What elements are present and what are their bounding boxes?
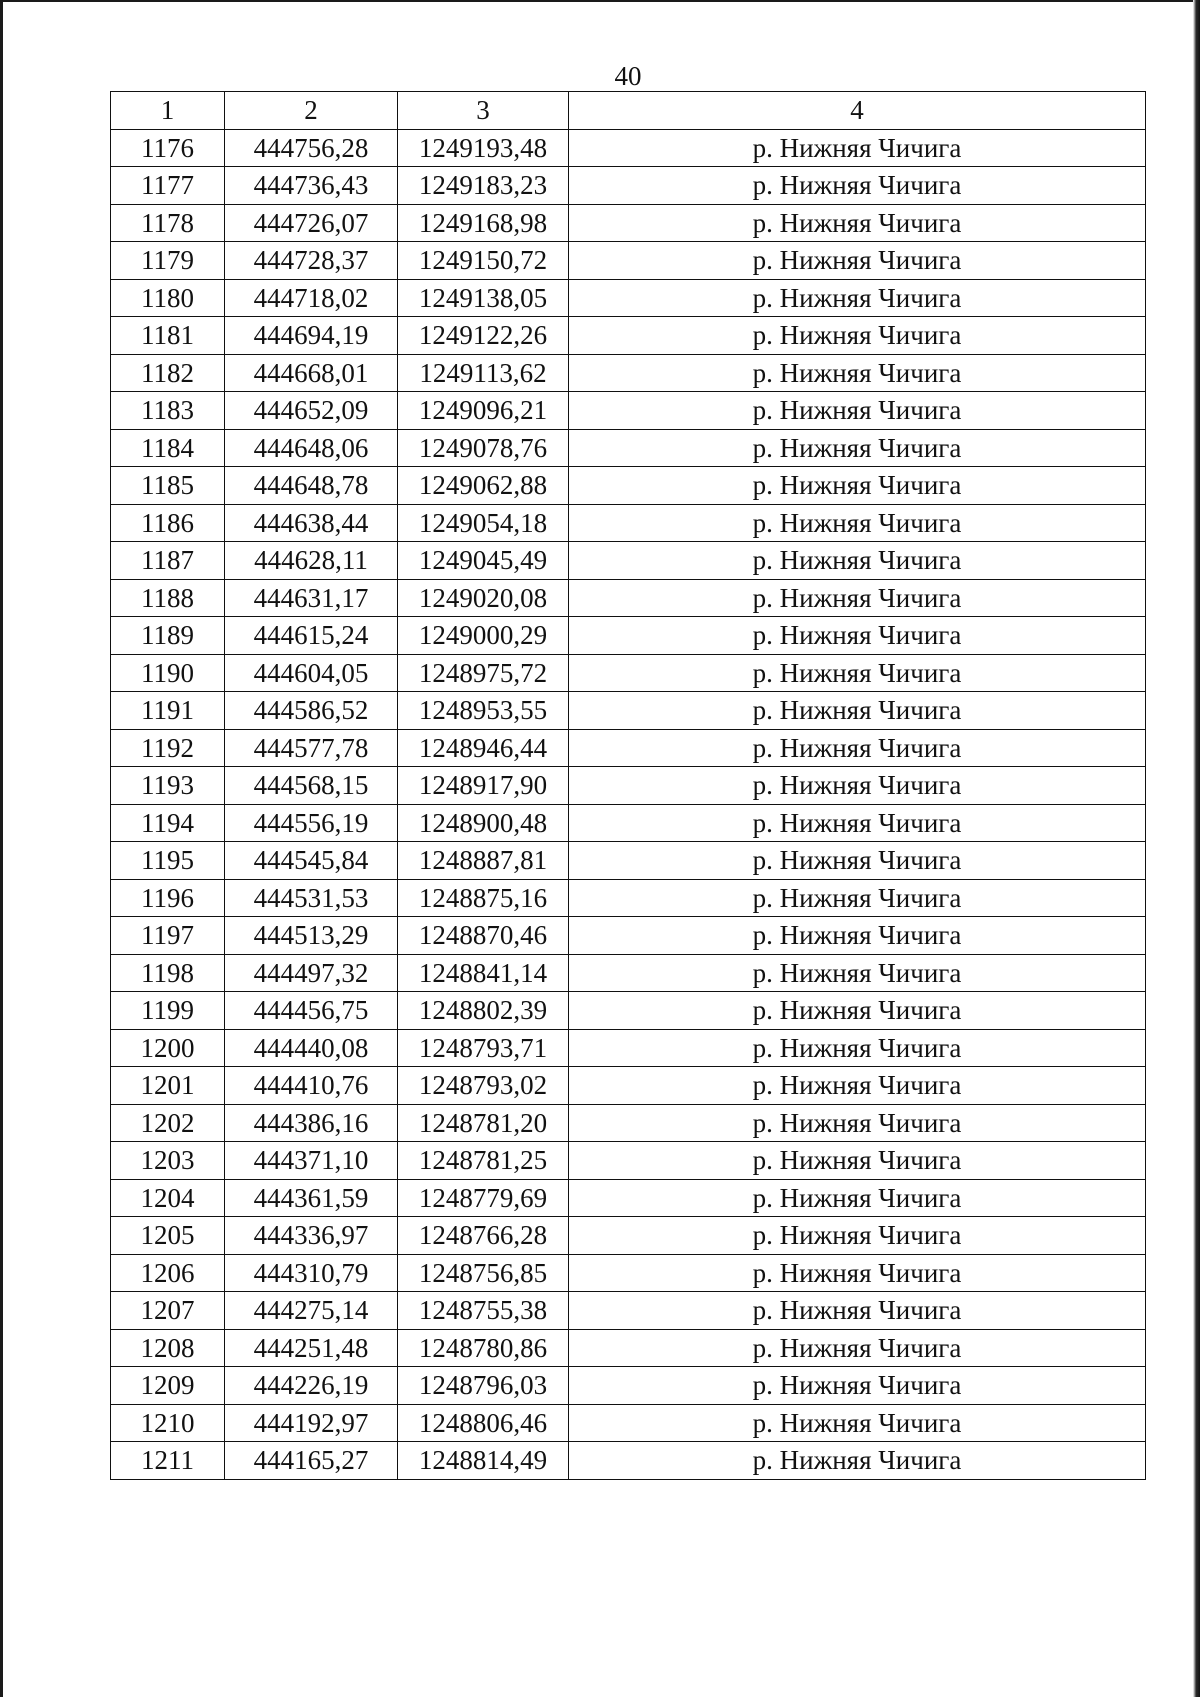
x-coordinate-cell: 444638,44 — [225, 504, 398, 542]
x-coordinate-cell: 444631,17 — [225, 579, 398, 617]
x-coordinate-cell: 444386,16 — [225, 1104, 398, 1142]
point-number-cell: 1205 — [111, 1217, 225, 1255]
x-coordinate-cell: 444513,29 — [225, 917, 398, 955]
y-coordinate-cell: 1248793,02 — [398, 1067, 569, 1105]
x-coordinate-cell: 444310,79 — [225, 1254, 398, 1292]
y-coordinate-cell: 1248917,90 — [398, 767, 569, 805]
x-coordinate-cell: 444545,84 — [225, 842, 398, 880]
point-number-cell: 1210 — [111, 1404, 225, 1442]
coordinates-table — [110, 91, 1146, 1480]
point-number-cell: 1192 — [111, 729, 225, 767]
column-header-4: 4 — [569, 92, 1146, 130]
y-coordinate-cell: 1248946,44 — [398, 729, 569, 767]
y-coordinate-cell: 1248814,49 — [398, 1442, 569, 1480]
y-coordinate-cell: 1249062,88 — [398, 467, 569, 505]
description-cell: р. Нижняя Чичига — [569, 729, 1146, 767]
table-header-row — [111, 92, 1146, 130]
point-number-cell: 1190 — [111, 654, 225, 692]
x-coordinate-cell: 444648,06 — [225, 429, 398, 467]
point-number-cell: 1178 — [111, 204, 225, 242]
description-cell: р. Нижняя Чичига — [569, 1142, 1146, 1180]
scan-edge-top — [0, 0, 1200, 2]
description-cell: р. Нижняя Чичига — [569, 617, 1146, 655]
x-coordinate-cell: 444756,28 — [225, 129, 398, 167]
point-number-cell: 1189 — [111, 617, 225, 655]
y-coordinate-cell: 1248755,38 — [398, 1292, 569, 1330]
y-coordinate-cell: 1248793,71 — [398, 1029, 569, 1067]
page-number: 40 — [614, 61, 642, 91]
point-number-cell: 1180 — [111, 279, 225, 317]
description-cell: р. Нижняя Чичига — [569, 917, 1146, 955]
point-number-cell: 1204 — [111, 1179, 225, 1217]
y-coordinate-cell: 1249078,76 — [398, 429, 569, 467]
x-coordinate-cell: 444648,78 — [225, 467, 398, 505]
x-coordinate-cell: 444718,02 — [225, 279, 398, 317]
x-coordinate-cell: 444361,59 — [225, 1179, 398, 1217]
x-coordinate-cell: 444226,19 — [225, 1367, 398, 1405]
description-cell: р. Нижняя Чичига — [569, 279, 1146, 317]
y-coordinate-cell: 1248796,03 — [398, 1367, 569, 1405]
point-number-cell: 1176 — [111, 129, 225, 167]
y-coordinate-cell: 1248953,55 — [398, 692, 569, 730]
table-row — [111, 1404, 1146, 1442]
table-row — [111, 429, 1146, 467]
description-cell: р. Нижняя Чичига — [569, 767, 1146, 805]
description-cell: р. Нижняя Чичига — [569, 842, 1146, 880]
x-coordinate-cell: 444336,97 — [225, 1217, 398, 1255]
point-number-cell: 1185 — [111, 467, 225, 505]
y-coordinate-cell: 1249020,08 — [398, 579, 569, 617]
point-number-cell: 1177 — [111, 167, 225, 205]
description-cell: р. Нижняя Чичига — [569, 1217, 1146, 1255]
x-coordinate-cell: 444628,11 — [225, 542, 398, 580]
description-cell: р. Нижняя Чичига — [569, 654, 1146, 692]
x-coordinate-cell: 444192,97 — [225, 1404, 398, 1442]
table-row — [111, 1292, 1146, 1330]
y-coordinate-cell: 1249168,98 — [398, 204, 569, 242]
x-coordinate-cell: 444440,08 — [225, 1029, 398, 1067]
table-row — [111, 842, 1146, 880]
table-row — [111, 654, 1146, 692]
table-row — [111, 392, 1146, 430]
table-body — [111, 129, 1146, 1479]
x-coordinate-cell: 444728,37 — [225, 242, 398, 280]
table-row — [111, 1329, 1146, 1367]
point-number-cell: 1202 — [111, 1104, 225, 1142]
description-cell: р. Нижняя Чичига — [569, 1254, 1146, 1292]
table-row — [111, 167, 1146, 205]
description-cell: р. Нижняя Чичига — [569, 504, 1146, 542]
table-row — [111, 767, 1146, 805]
y-coordinate-cell: 1248802,39 — [398, 992, 569, 1030]
y-coordinate-cell: 1248806,46 — [398, 1404, 569, 1442]
table-row — [111, 279, 1146, 317]
table-row — [111, 617, 1146, 655]
scan-edge-left — [0, 0, 3, 1697]
table-row — [111, 542, 1146, 580]
y-coordinate-cell: 1249122,26 — [398, 317, 569, 355]
y-coordinate-cell: 1248780,86 — [398, 1329, 569, 1367]
description-cell: р. Нижняя Чичига — [569, 879, 1146, 917]
x-coordinate-cell: 444251,48 — [225, 1329, 398, 1367]
y-coordinate-cell: 1249138,05 — [398, 279, 569, 317]
point-number-cell: 1207 — [111, 1292, 225, 1330]
point-number-cell: 1211 — [111, 1442, 225, 1480]
table-row — [111, 804, 1146, 842]
description-cell: р. Нижняя Чичига — [569, 467, 1146, 505]
description-cell: р. Нижняя Чичига — [569, 1404, 1146, 1442]
y-coordinate-cell: 1248841,14 — [398, 954, 569, 992]
x-coordinate-cell: 444726,07 — [225, 204, 398, 242]
point-number-cell: 1206 — [111, 1254, 225, 1292]
x-coordinate-cell: 444668,01 — [225, 354, 398, 392]
description-cell: р. Нижняя Чичига — [569, 429, 1146, 467]
y-coordinate-cell: 1248887,81 — [398, 842, 569, 880]
y-coordinate-cell: 1248779,69 — [398, 1179, 569, 1217]
table-row — [111, 204, 1146, 242]
y-coordinate-cell: 1248870,46 — [398, 917, 569, 955]
table-row — [111, 579, 1146, 617]
description-cell: р. Нижняя Чичига — [569, 579, 1146, 617]
point-number-cell: 1186 — [111, 504, 225, 542]
y-coordinate-cell: 1249096,21 — [398, 392, 569, 430]
description-cell: р. Нижняя Чичига — [569, 392, 1146, 430]
column-header-1: 1 — [111, 92, 225, 130]
point-number-cell: 1201 — [111, 1067, 225, 1105]
table-row — [111, 1179, 1146, 1217]
x-coordinate-cell: 444165,27 — [225, 1442, 398, 1480]
description-cell: р. Нижняя Чичига — [569, 204, 1146, 242]
description-cell: р. Нижняя Чичига — [569, 954, 1146, 992]
point-number-cell: 1203 — [111, 1142, 225, 1180]
description-cell: р. Нижняя Чичига — [569, 354, 1146, 392]
description-cell: р. Нижняя Чичига — [569, 692, 1146, 730]
x-coordinate-cell: 444497,32 — [225, 954, 398, 992]
table-row — [111, 729, 1146, 767]
point-number-cell: 1181 — [111, 317, 225, 355]
description-cell: р. Нижняя Чичига — [569, 317, 1146, 355]
table-row — [111, 1142, 1146, 1180]
table-row — [111, 1217, 1146, 1255]
y-coordinate-cell: 1248766,28 — [398, 1217, 569, 1255]
x-coordinate-cell: 444586,52 — [225, 692, 398, 730]
point-number-cell: 1195 — [111, 842, 225, 880]
table-row — [111, 129, 1146, 167]
point-number-cell: 1196 — [111, 879, 225, 917]
y-coordinate-cell: 1248781,20 — [398, 1104, 569, 1142]
table-row — [111, 467, 1146, 505]
description-cell: р. Нижняя Чичига — [569, 242, 1146, 280]
x-coordinate-cell: 444275,14 — [225, 1292, 398, 1330]
point-number-cell: 1184 — [111, 429, 225, 467]
table-row — [111, 1254, 1146, 1292]
x-coordinate-cell: 444615,24 — [225, 617, 398, 655]
point-number-cell: 1188 — [111, 579, 225, 617]
column-header-2: 2 — [225, 92, 398, 130]
table-row — [111, 354, 1146, 392]
x-coordinate-cell: 444410,76 — [225, 1067, 398, 1105]
table-row — [111, 1442, 1146, 1480]
description-cell: р. Нижняя Чичига — [569, 1029, 1146, 1067]
table-row — [111, 692, 1146, 730]
scan-edge-right — [1193, 0, 1200, 1697]
point-number-cell: 1194 — [111, 804, 225, 842]
description-cell: р. Нижняя Чичига — [569, 1067, 1146, 1105]
table-row — [111, 1029, 1146, 1067]
y-coordinate-cell: 1249113,62 — [398, 354, 569, 392]
y-coordinate-cell: 1249000,29 — [398, 617, 569, 655]
table-row — [111, 504, 1146, 542]
table-row — [111, 879, 1146, 917]
x-coordinate-cell: 444531,53 — [225, 879, 398, 917]
y-coordinate-cell: 1249150,72 — [398, 242, 569, 280]
table-row — [111, 242, 1146, 280]
point-number-cell: 1200 — [111, 1029, 225, 1067]
x-coordinate-cell: 444568,15 — [225, 767, 398, 805]
point-number-cell: 1197 — [111, 917, 225, 955]
table-row — [111, 1367, 1146, 1405]
y-coordinate-cell: 1248900,48 — [398, 804, 569, 842]
y-coordinate-cell: 1249193,48 — [398, 129, 569, 167]
table-row — [111, 1067, 1146, 1105]
y-coordinate-cell: 1248875,16 — [398, 879, 569, 917]
description-cell: р. Нижняя Чичига — [569, 542, 1146, 580]
description-cell: р. Нижняя Чичига — [569, 1442, 1146, 1480]
x-coordinate-cell: 444456,75 — [225, 992, 398, 1030]
point-number-cell: 1179 — [111, 242, 225, 280]
y-coordinate-cell: 1248756,85 — [398, 1254, 569, 1292]
x-coordinate-cell: 444577,78 — [225, 729, 398, 767]
x-coordinate-cell: 444371,10 — [225, 1142, 398, 1180]
y-coordinate-cell: 1249045,49 — [398, 542, 569, 580]
description-cell: р. Нижняя Чичига — [569, 167, 1146, 205]
description-cell: р. Нижняя Чичига — [569, 1179, 1146, 1217]
y-coordinate-cell: 1249183,23 — [398, 167, 569, 205]
point-number-cell: 1191 — [111, 692, 225, 730]
description-cell: р. Нижняя Чичига — [569, 129, 1146, 167]
column-header-3: 3 — [398, 92, 569, 130]
point-number-cell: 1198 — [111, 954, 225, 992]
description-cell: р. Нижняя Чичига — [569, 1329, 1146, 1367]
x-coordinate-cell: 444652,09 — [225, 392, 398, 430]
point-number-cell: 1183 — [111, 392, 225, 430]
description-cell: р. Нижняя Чичига — [569, 1104, 1146, 1142]
x-coordinate-cell: 444604,05 — [225, 654, 398, 692]
table-row — [111, 1104, 1146, 1142]
y-coordinate-cell: 1249054,18 — [398, 504, 569, 542]
point-number-cell: 1199 — [111, 992, 225, 1030]
x-coordinate-cell: 444736,43 — [225, 167, 398, 205]
point-number-cell: 1208 — [111, 1329, 225, 1367]
table-row — [111, 317, 1146, 355]
x-coordinate-cell: 444556,19 — [225, 804, 398, 842]
y-coordinate-cell: 1248975,72 — [398, 654, 569, 692]
x-coordinate-cell: 444694,19 — [225, 317, 398, 355]
description-cell: р. Нижняя Чичига — [569, 804, 1146, 842]
description-cell: р. Нижняя Чичига — [569, 1292, 1146, 1330]
table-row — [111, 992, 1146, 1030]
table-row — [111, 954, 1146, 992]
description-cell: р. Нижняя Чичига — [569, 992, 1146, 1030]
table-row — [111, 917, 1146, 955]
point-number-cell: 1187 — [111, 542, 225, 580]
description-cell: р. Нижняя Чичига — [569, 1367, 1146, 1405]
point-number-cell: 1209 — [111, 1367, 225, 1405]
y-coordinate-cell: 1248781,25 — [398, 1142, 569, 1180]
point-number-cell: 1182 — [111, 354, 225, 392]
point-number-cell: 1193 — [111, 767, 225, 805]
